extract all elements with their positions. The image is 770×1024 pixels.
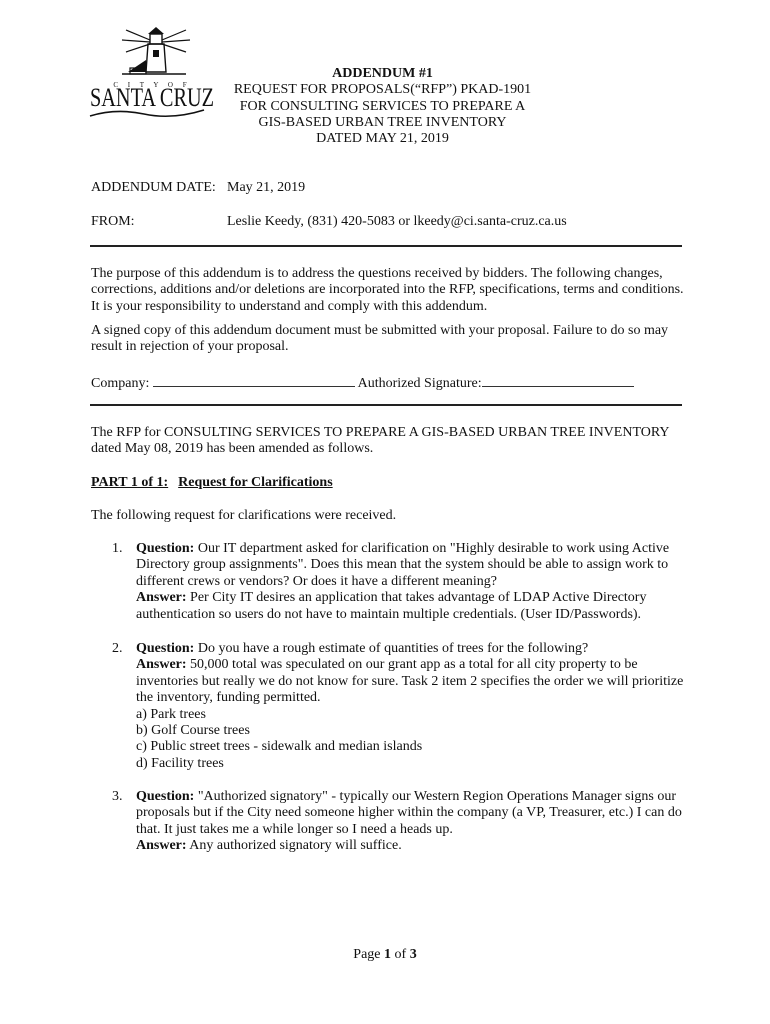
lighthouse-logo-icon <box>86 24 216 124</box>
amendment-line-2: dated May 08, 2019 has been amended as follows. <box>91 441 374 457</box>
part-title-text: Request for Clarifications <box>178 475 333 490</box>
question-text: Do you have a rough estimate of quantities of trees for the following? <box>194 641 589 656</box>
intro-line-3: It is your responsibility to understand and comply with this addendum. <box>91 298 488 314</box>
part-heading <box>91 475 333 491</box>
item-number: 3. <box>112 789 123 804</box>
question-text: that. It just takes me a while longer so I need a heads up. <box>136 821 453 837</box>
signature-label: Authorized Signature: <box>357 376 482 391</box>
question-text: "Authorized signatory" - typically our Western Region Operations Manager signs our <box>194 789 677 804</box>
lead-text: The following request for clarifications were received. <box>91 508 397 523</box>
tree-category-item: c) Public street trees - sidewalk and median islands <box>136 739 423 755</box>
answer-text: authentication so users do not have to maintain multiple credentials. (User ID/Passwords). <box>136 606 642 622</box>
addendum-date-label: ADDENDUM DATE: <box>91 180 216 195</box>
answer-text: inventories but really we do not know for sure. Task 2 item 2 specifies the order we will prioritize <box>136 673 684 689</box>
answer-text: Any authorized signatory will suffice. <box>186 838 402 854</box>
divider-2 <box>90 404 682 406</box>
amendment-paragraph <box>91 425 691 458</box>
document-header <box>215 66 550 147</box>
of-word: of <box>394 947 407 962</box>
question-label: Question: <box>136 641 195 656</box>
signed-line-2: result in rejection of your proposal. <box>91 339 289 355</box>
signature-row <box>91 373 634 392</box>
list-item <box>112 641 692 772</box>
list-item <box>112 789 692 855</box>
rfp-date: DATED MAY 21, 2019 <box>316 131 449 147</box>
question-label: Question: <box>136 789 195 804</box>
addendum-date-value: May 21, 2019 <box>227 180 306 195</box>
question-text: proposals but if the City need someone higher within the company (a VP, Treasurer, etc.) I can do <box>136 805 682 821</box>
intro-line-1: The purpose of this addendum is to address the questions received by bidders. The following changes, <box>91 266 663 281</box>
answer-label: Answer: <box>136 838 187 854</box>
signature-field[interactable] <box>482 373 634 387</box>
tree-category-item: a) Park trees <box>136 706 206 722</box>
answer-label: Answer: <box>136 590 187 606</box>
signed-copy-paragraph <box>91 323 691 356</box>
intro-paragraph <box>91 266 691 315</box>
answer-label: Answer: <box>136 657 187 673</box>
addendum-title: ADDENDUM #1 <box>332 66 433 81</box>
logo-city-of-text: C I T Y O F <box>113 81 191 89</box>
from-value: Leslie Keedy, (831) 420-5083 or lkeedy@ci.santa-cruz.ca.us <box>227 214 567 229</box>
page-footer <box>0 947 770 963</box>
question-label: Question: <box>136 541 195 556</box>
question-text: Our IT department asked for clarification on "Highly desirable to work using Active <box>194 541 670 556</box>
item-number: 2. <box>112 641 123 656</box>
from-row <box>91 214 567 230</box>
amendment-line-1: The RFP for CONSULTING SERVICES TO PREPARE A GIS-BASED URBAN TREE INVENTORY <box>91 425 670 440</box>
answer-text: Per City IT desires an application that takes advantage of LDAP Active Directory <box>186 590 647 606</box>
page-word: Page <box>353 947 381 962</box>
intro-line-2: corrections, additions and/or deletions are incorporated into the RFP, specifications, terms and conditions. <box>91 282 684 298</box>
question-text: different crews or vendors? Or does it have a different meaning? <box>136 573 498 589</box>
rfp-subtitle-1: FOR CONSULTING SERVICES TO PREPARE A <box>239 98 526 114</box>
signed-line-1: A signed copy of this addendum document must be submitted with your proposal. Failure to do so may <box>91 323 669 338</box>
page-total: 3 <box>409 947 417 962</box>
item-number: 1. <box>112 541 123 556</box>
tree-category-item: b) Golf Course trees <box>136 723 250 739</box>
tree-category-item: d) Facility trees <box>136 755 224 771</box>
page-number: 1 <box>384 947 392 962</box>
company-field[interactable] <box>153 373 355 387</box>
question-text: Directory group assignments". Does this mean that the system should be able to assign work to <box>136 557 669 573</box>
list-item <box>112 541 692 623</box>
city-logo <box>86 24 216 124</box>
from-label: FROM: <box>91 214 135 229</box>
company-label: Company: <box>91 376 150 391</box>
addendum-date-row <box>91 180 305 196</box>
rfp-subtitle-2: GIS-BASED URBAN TREE INVENTORY <box>258 114 507 130</box>
answer-text: 50,000 total was speculated on our grant app as a total for all city property to be <box>186 657 638 673</box>
answer-text: the inventory, funding permitted. <box>136 690 321 706</box>
logo-name-text: SANTA CRUZ <box>90 83 214 112</box>
rfp-title: REQUEST FOR PROPOSALS(“RFP”) PKAD-1901 <box>233 82 532 98</box>
divider-1 <box>90 245 682 247</box>
part-prefix: PART 1 of 1: <box>91 475 169 490</box>
